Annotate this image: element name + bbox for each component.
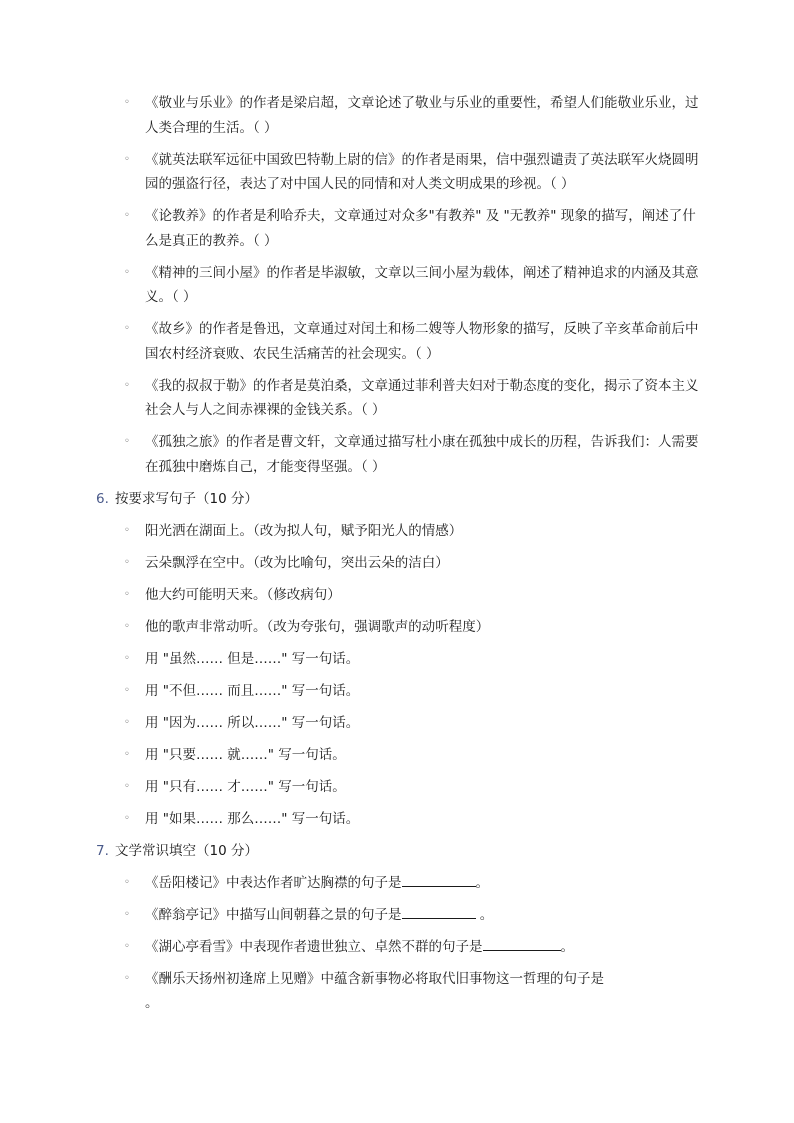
- bullet-icon: ◦: [124, 524, 130, 536]
- bullet-icon: ◦: [124, 812, 130, 824]
- list-item: ◦ 《湖心亭看雪》中表现作者遗世独立、卓然不群的句子是 。: [0, 935, 794, 960]
- list-item: ◦ 《醉翁亭记》中描写山间朝暮之景的句子是 。: [0, 903, 794, 928]
- list-item: ◦ 《我的叔叔于勒》的作者是莫泊桑，文章通过菲利普夫妇对于勒态度的变化，揭示了资本主义社会人与人之间赤裸裸的金钱关系。（ ）: [0, 374, 794, 423]
- bullet-icon: ◦: [124, 556, 130, 568]
- list-item: ◦ 用 "如果…… 那么……" 写一句话。: [0, 807, 794, 832]
- bullet-icon: ◦: [124, 620, 130, 632]
- bullet-icon: ◦: [124, 153, 130, 165]
- list-item: ◦ 《论教养》的作者是利哈乔夫，文章通过对众多"有教养" 及 "无教养" 现象的描写，阐述了什么是真正的教养。（ ）: [0, 204, 794, 253]
- bullet-icon: ◦: [124, 652, 130, 664]
- section6-title: 按要求写句子（10 分）: [115, 490, 258, 507]
- bullet-icon: ◦: [124, 210, 130, 221]
- bullet-icon: ◦: [124, 780, 130, 792]
- bullet-icon: ◦: [124, 588, 130, 600]
- bullet-icon: ◦: [124, 97, 130, 108]
- line-end: 。: [145, 995, 159, 1011]
- list-item: ◦ 他的歌声非常动听。（改为夸张句，强调歌声的动听程度）: [0, 615, 794, 640]
- list-item: ◦ 用 "只要…… 就……" 写一句话。: [0, 743, 794, 768]
- section6-heading: [0, 487, 794, 512]
- list-item: ◦ 《就英法联军远征中国致巴特勒上尉的信》的作者是雨果，信中强烈谴责了英法联军火烧圆明园的强盗行径，表达了对中国人民的同情和对人类文明成果的珍视。（ ）: [0, 148, 794, 197]
- bullet-icon: ◦: [124, 876, 130, 888]
- list-item: ◦ 《酬乐天扬州初逢席上见赠》中蕴含新事物必将取代旧事物这一哲理的句子是 。: [0, 967, 794, 1016]
- document-body: [0, 91, 794, 1023]
- bullet-icon: ◦: [124, 940, 130, 952]
- section7-title: 文学常识填空（10 分）: [115, 842, 258, 859]
- section5-list: [0, 91, 794, 479]
- bullet-icon: ◦: [124, 266, 130, 278]
- list-item: ◦ 《精神的三间小屋》的作者是毕淑敏，文章以三间小屋为载体，阐述了精神追求的内涵及其意义。（ ）: [0, 261, 794, 310]
- list-item: ◦ 用 "虽然…… 但是……" 写一句话。: [0, 647, 794, 672]
- list-item: ◦ 他大约可能明天来。（修改病句）: [0, 583, 794, 608]
- list-item: ◦ 《故乡》的作者是鲁迅，文章通过对闰土和杨二嫂等人物形象的描写，反映了辛亥革命前后中国农村经济衰败、农民生活痛苦的社会现实。（ ）: [0, 317, 794, 366]
- section7-list: [0, 871, 794, 1016]
- list-item: ◦ 阳光洒在湖面上。（改为拟人句，赋予阳光人的情感）: [0, 519, 794, 544]
- bullet-icon: ◦: [124, 972, 130, 984]
- bullet-icon: ◦: [124, 379, 130, 391]
- section6-number: 6.: [96, 490, 109, 507]
- bullet-icon: ◦: [124, 436, 130, 447]
- bullet-icon: ◦: [124, 323, 130, 334]
- list-item: ◦ 用 "不但…… 而且……" 写一句话。: [0, 679, 794, 704]
- list-item: ◦ 用 "只有…… 才……" 写一句话。: [0, 775, 794, 800]
- section7-number: 7.: [96, 842, 109, 859]
- answer-blank[interactable]: [402, 871, 476, 887]
- bullet-icon: ◦: [124, 716, 130, 728]
- list-item: ◦ 《岳阳楼记》中表达作者旷达胸襟的句子是 。: [0, 871, 794, 896]
- list-item: ◦ 《敬业与乐业》的作者是梁启超，文章论述了敬业与乐业的重要性，希望人们能敬业乐业，过人类合理的生活。（ ）: [0, 91, 794, 140]
- bullet-icon: ◦: [124, 748, 130, 760]
- section6-list: [0, 519, 794, 832]
- bullet-icon: ◦: [124, 684, 130, 696]
- section7-heading: [0, 839, 794, 864]
- answer-blank[interactable]: [483, 935, 561, 951]
- list-item: ◦ 用 "因为…… 所以……" 写一句话。: [0, 711, 794, 736]
- bullet-icon: ◦: [124, 908, 130, 920]
- list-item: ◦ 《孤独之旅》的作者是曹文轩，文章通过描写杜小康在孤独中成长的历程，告诉我们：人需要在孤独中磨炼自己，才能变得坚强。（ ）: [0, 430, 794, 479]
- list-item: ◦ 云朵飘浮在空中。（改为比喻句，突出云朵的洁白）: [0, 551, 794, 576]
- answer-blank[interactable]: [402, 903, 476, 919]
